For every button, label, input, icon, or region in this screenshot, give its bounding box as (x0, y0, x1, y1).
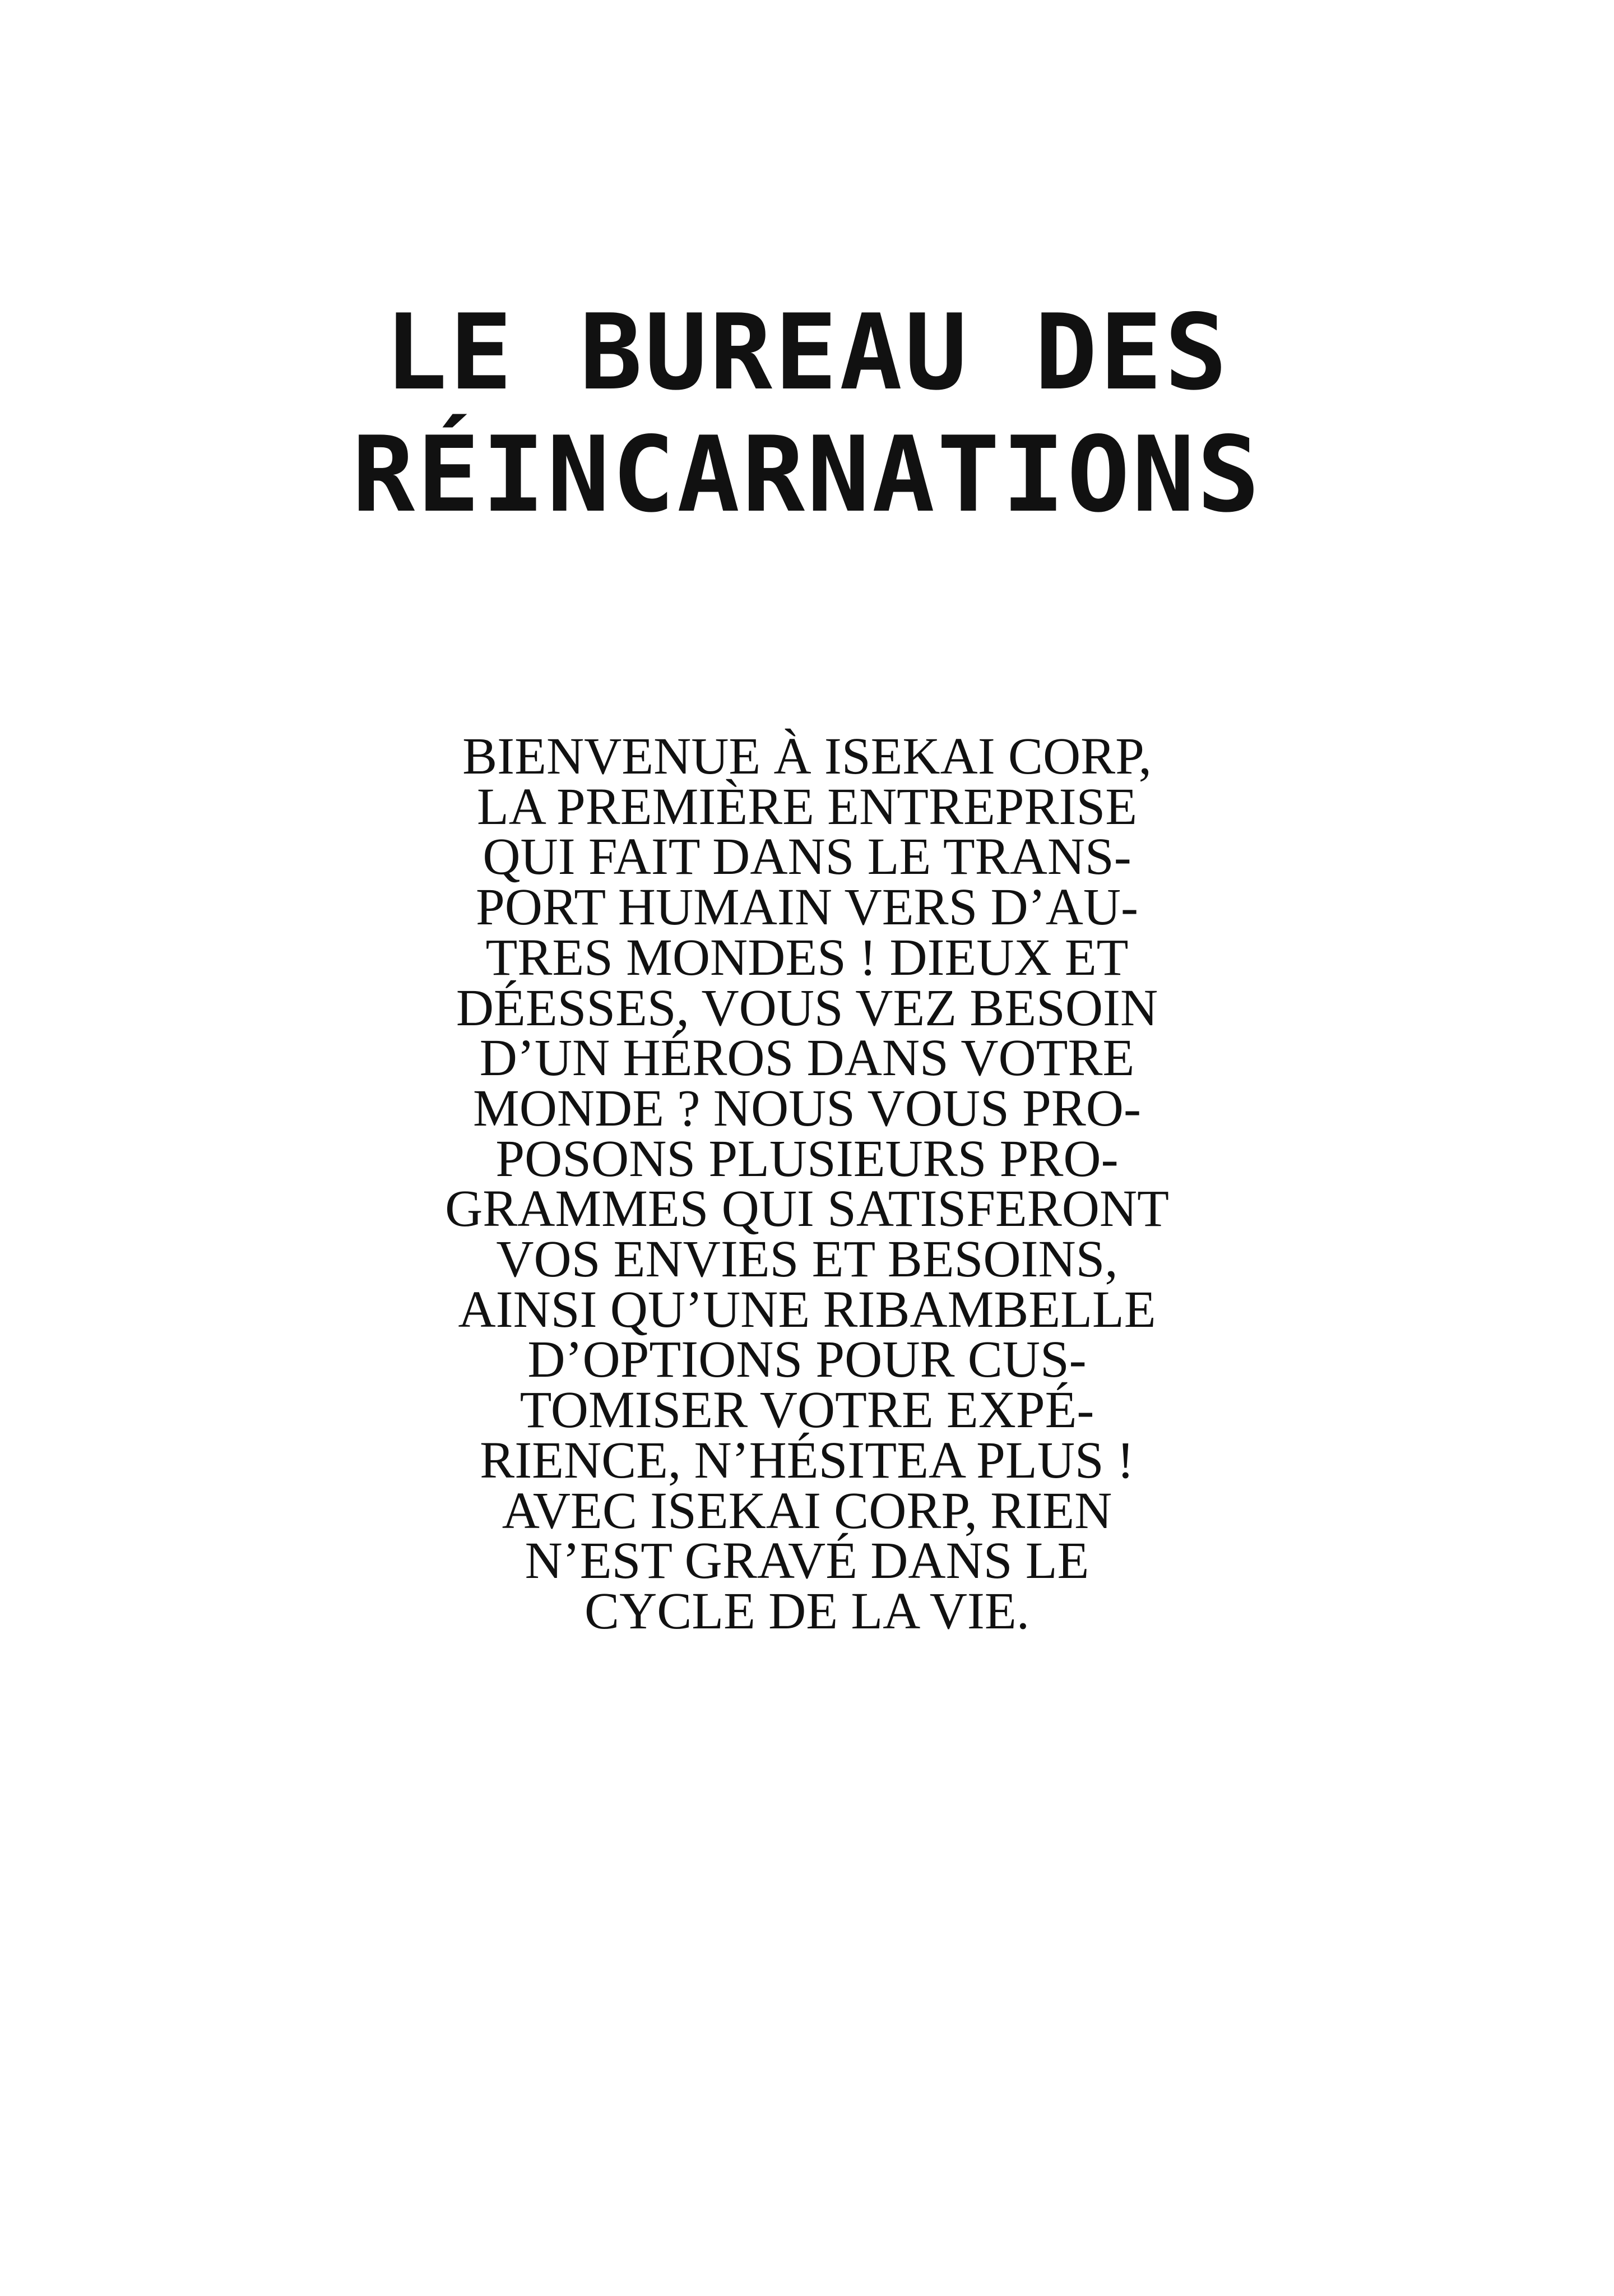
intro-paragraph (0, 728, 1614, 1640)
title-line-1: LE BUREAU DES (384, 291, 1230, 413)
paragraph-line: D’UN HÉROS DANS VOTRE (479, 1029, 1135, 1087)
paragraph-line: MONDE ? NOUS VOUS PRO- (473, 1079, 1141, 1137)
paragraph-line: PORT HUMAIN VERS D’AU- (476, 878, 1138, 937)
paragraph-line: N’EST GRAVÉ DANS LE (525, 1532, 1089, 1590)
paragraph-line: RIENCE, N’HÉSITEA PLUS ! (480, 1431, 1134, 1489)
paragraph-line: AINSI QU’UNE RIBAMBELLE (458, 1280, 1156, 1339)
title-line-2: RÉINCARNATIONS (352, 414, 1262, 535)
paragraph-line: QUI FAIT DANS LE TRANS- (483, 828, 1131, 886)
paragraph-line: DÉESSES, VOUS VEZ BESOIN (456, 979, 1158, 1037)
paragraph-line: POSONS PLUSIEURS PRO- (495, 1130, 1119, 1188)
paragraph-line: TRES MONDES ! DIEUX ET (485, 928, 1129, 987)
page-title (0, 291, 1614, 536)
paragraph-line: LA PREMIÈRE ENTREPRISE (476, 777, 1138, 836)
paragraph-line: AVEC ISEKAI CORP, RIEN (502, 1482, 1112, 1540)
paragraph-line: VOS ENVIES ET BESOINS, (496, 1230, 1118, 1289)
paragraph-line: TOMISER VOTRE EXPÉ- (520, 1381, 1094, 1439)
paragraph-line: GRAMMES QUI SATISFERONT (445, 1180, 1169, 1238)
paragraph-line: CYCLE DE LA VIE. (585, 1582, 1029, 1640)
paragraph-line: D’OPTIONS POUR CUS- (527, 1331, 1087, 1389)
paragraph-line: BIENVENUE À ISEKAI CORP, (462, 728, 1152, 785)
